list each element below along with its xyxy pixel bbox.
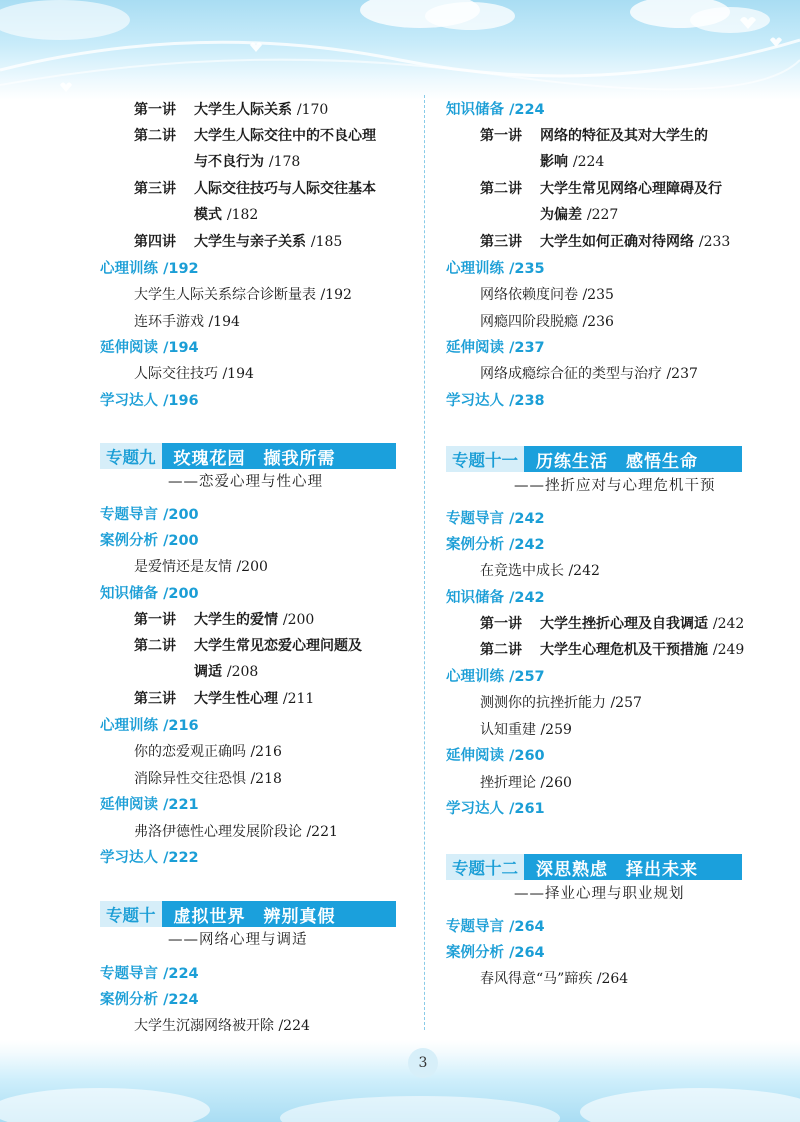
lecture-number: 第一讲 bbox=[134, 612, 176, 628]
list-item[interactable]: 大学生人际关系综合诊断量表 /192 bbox=[134, 287, 352, 303]
list-item[interactable]: 认知重建 /259 bbox=[480, 722, 572, 738]
lecture-number: 第三讲 bbox=[480, 234, 522, 250]
section-heading[interactable]: 心理训练 /235 bbox=[446, 261, 545, 277]
list-item[interactable]: 春风得意“马”蹄疾 /264 bbox=[480, 971, 629, 987]
section-heading[interactable]: 知识储备 /200 bbox=[100, 586, 199, 602]
section-heading[interactable]: 知识储备 /242 bbox=[446, 590, 545, 606]
section-heading[interactable]: 专题导言 /264 bbox=[446, 919, 545, 935]
list-item[interactable]: 测测你的抗挫折能力 /257 bbox=[480, 695, 642, 711]
section-heading[interactable]: 延伸阅读 /221 bbox=[100, 797, 199, 813]
section-heading[interactable]: 学习达人 /261 bbox=[446, 801, 545, 817]
topic-label: 专题十一 bbox=[446, 446, 524, 472]
page-number: 3 bbox=[408, 1048, 438, 1078]
lecture-number: 第四讲 bbox=[134, 234, 176, 250]
list-item[interactable]: 弗洛伊德性心理发展阶段论 /221 bbox=[134, 824, 338, 840]
section-heading[interactable]: 延伸阅读 /260 bbox=[446, 748, 545, 764]
topic-12-header[interactable] bbox=[446, 854, 742, 880]
section-heading[interactable]: 知识储备 /224 bbox=[446, 102, 545, 118]
topic-subtitle: ——挫折应对与心理危机干预 bbox=[514, 478, 716, 494]
lecture-title[interactable]: 大学生性心理 /211 bbox=[194, 691, 315, 707]
section-heading[interactable]: 心理训练 /257 bbox=[446, 669, 545, 685]
cloud-decoration-icon bbox=[0, 0, 800, 100]
topic-title: 历练生活 感悟生命 bbox=[524, 446, 742, 472]
lecture-number: 第一讲 bbox=[134, 102, 176, 118]
lecture-number: 第一讲 bbox=[480, 616, 522, 632]
lecture-number: 第二讲 bbox=[480, 642, 522, 658]
section-heading[interactable]: 心理训练 /216 bbox=[100, 718, 199, 734]
lecture-title[interactable]: 大学生常见网络心理障碍及行 为偏差 /227 bbox=[540, 181, 722, 223]
section-heading[interactable]: 心理训练 /192 bbox=[100, 261, 199, 277]
topic-subtitle: ——恋爱心理与性心理 bbox=[168, 474, 323, 490]
lecture-number: 第二讲 bbox=[134, 128, 176, 144]
list-item[interactable]: 挫折理论 /260 bbox=[480, 775, 572, 791]
section-heading[interactable]: 学习达人 /222 bbox=[100, 850, 199, 866]
lecture-title[interactable]: 大学生挫折心理及自我调适 /242 bbox=[540, 616, 745, 632]
section-heading[interactable]: 专题导言 /200 bbox=[100, 507, 199, 523]
section-heading[interactable]: 案例分析 /264 bbox=[446, 945, 545, 961]
section-heading[interactable]: 案例分析 /242 bbox=[446, 537, 545, 553]
topic-title: 深思熟虑 择出未来 bbox=[524, 854, 742, 880]
lecture-title[interactable]: 大学生常见恋爱心理问题及 调适 /208 bbox=[194, 638, 362, 680]
lecture-title[interactable]: 大学生与亲子关系 /185 bbox=[194, 234, 343, 250]
topic-9-header[interactable] bbox=[100, 443, 396, 469]
topic-label: 专题九 bbox=[100, 443, 162, 469]
list-item[interactable]: 在竞选中成长 /242 bbox=[480, 563, 600, 579]
list-item[interactable]: 你的恋爱观正确吗 /216 bbox=[134, 744, 282, 760]
topic-title: 虚拟世界 辨别真假 bbox=[162, 901, 397, 927]
list-item[interactable]: 大学生沉溺网络被开除 /224 bbox=[134, 1018, 310, 1034]
list-item[interactable]: 网络依赖度问卷 /235 bbox=[480, 287, 614, 303]
section-heading[interactable]: 延伸阅读 /194 bbox=[100, 340, 199, 356]
topic-title: 玫瑰花园 撷我所需 bbox=[162, 443, 397, 469]
lecture-number: 第一讲 bbox=[480, 128, 522, 144]
list-item[interactable]: 连环手游戏 /194 bbox=[134, 314, 240, 330]
section-heading[interactable]: 专题导言 /242 bbox=[446, 511, 545, 527]
bottom-sky-banner bbox=[0, 1040, 800, 1122]
topic-subtitle: ——网络心理与调适 bbox=[168, 932, 308, 948]
lecture-number: 第二讲 bbox=[134, 638, 176, 654]
lecture-title[interactable]: 人际交往技巧与人际交往基本 模式 /182 bbox=[194, 181, 376, 223]
column-divider bbox=[424, 95, 425, 1030]
section-heading[interactable]: 延伸阅读 /237 bbox=[446, 340, 545, 356]
section-heading[interactable]: 案例分析 /200 bbox=[100, 533, 199, 549]
lecture-number: 第三讲 bbox=[134, 691, 176, 707]
section-heading[interactable]: 案例分析 /224 bbox=[100, 992, 199, 1008]
lecture-title[interactable]: 网络的特征及其对大学生的 影响 /224 bbox=[540, 128, 708, 170]
topic-subtitle: ——择业心理与职业规划 bbox=[514, 886, 685, 902]
topic-label: 专题十 bbox=[100, 901, 162, 927]
section-heading[interactable]: 学习达人 /238 bbox=[446, 393, 545, 409]
list-item[interactable]: 人际交往技巧 /194 bbox=[134, 366, 254, 382]
list-item[interactable]: 网瘾四阶段脱瘾 /236 bbox=[480, 314, 614, 330]
section-heading[interactable]: 学习达人 /196 bbox=[100, 393, 199, 409]
topic-11-header[interactable] bbox=[446, 446, 742, 472]
topic-10-header[interactable] bbox=[100, 901, 396, 927]
topic-label: 专题十二 bbox=[446, 854, 524, 880]
lecture-title[interactable]: 大学生心理危机及干预措施 /249 bbox=[540, 642, 745, 658]
section-heading[interactable]: 专题导言 /224 bbox=[100, 966, 199, 982]
list-item[interactable]: 是爱情还是友情 /200 bbox=[134, 559, 268, 575]
lecture-title[interactable]: 大学生人际关系 /170 bbox=[194, 102, 329, 118]
lecture-number: 第二讲 bbox=[480, 181, 522, 197]
list-item[interactable]: 网络成瘾综合征的类型与治疗 /237 bbox=[480, 366, 698, 382]
list-item[interactable]: 消除异性交往恐惧 /218 bbox=[134, 771, 282, 787]
lecture-number: 第三讲 bbox=[134, 181, 176, 197]
cloud-decoration-icon bbox=[0, 1040, 800, 1122]
top-sky-banner bbox=[0, 0, 800, 100]
lecture-title[interactable]: 大学生的爱情 /200 bbox=[194, 612, 315, 628]
lecture-title[interactable]: 大学生人际交往中的不良心理 与不良行为 /178 bbox=[194, 128, 376, 170]
lecture-title[interactable]: 大学生如何正确对待网络 /233 bbox=[540, 234, 731, 250]
